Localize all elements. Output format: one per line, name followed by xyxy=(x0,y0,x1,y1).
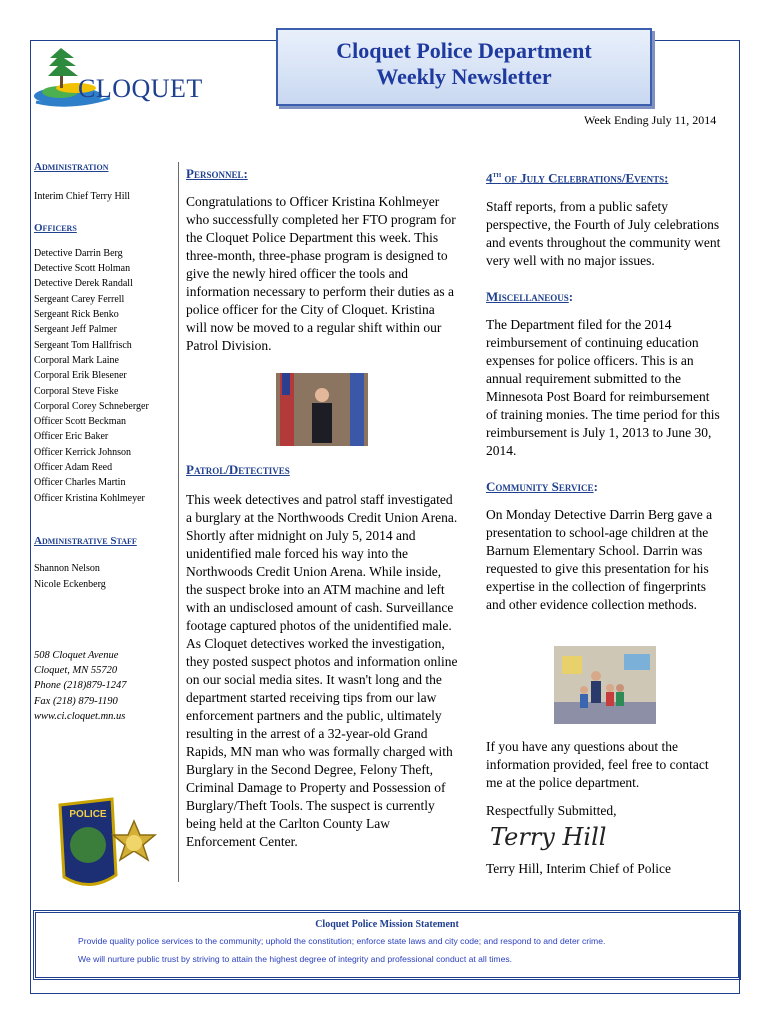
officer-item: Sergeant Carey Ferrell xyxy=(34,293,125,305)
officer-item: Sergeant Rick Benko xyxy=(34,309,119,321)
mission-line1: Provide quality police services to the community; uphold the constitution; enforce state laws and city code; and respond to and deter crime. xyxy=(78,936,606,946)
community-heading xyxy=(486,478,722,496)
july4-heading-text: of July Celebrations/Events: xyxy=(501,170,669,186)
misc-heading xyxy=(486,288,722,306)
community-heading-colon: : xyxy=(593,479,598,495)
officer-item: Officer Kristina Kohlmeyer xyxy=(34,492,145,504)
officer-item: Sergeant Jeff Palmer xyxy=(34,324,117,336)
closing-section xyxy=(486,738,722,820)
address-block xyxy=(34,648,174,724)
officer-item: Detective Darrin Berg xyxy=(34,247,123,259)
officer-item: Corporal Erik Blesener xyxy=(34,370,127,382)
officer-item: Detective Scott Holman xyxy=(34,263,131,275)
admin-staff-heading: Administrative Staff xyxy=(34,534,137,547)
address-line: Cloquet, MN 55720 xyxy=(34,665,118,677)
officer-item: Officer Charles Martin xyxy=(34,477,126,489)
sidebar-divider xyxy=(178,162,179,882)
officer-item: Sergeant Tom Hallfrisch xyxy=(34,339,132,351)
mission-statement-box xyxy=(33,910,741,980)
staff-item: Shannon Nelson xyxy=(34,563,100,575)
officer-item: Officer Eric Baker xyxy=(34,431,109,443)
staff-item: Nicole Eckenberg xyxy=(34,578,106,590)
staff-list xyxy=(34,561,174,592)
closing-questions: If you have any questions about the information provided, feel free to contact me at the police department. xyxy=(486,739,709,790)
phone-line: Phone (218)879-1247 xyxy=(34,680,127,692)
officer-item: Corporal Steve Fiske xyxy=(34,385,119,397)
officer-item: Detective Derek Randall xyxy=(34,278,133,290)
patrol-heading: Patrol/Detectives xyxy=(186,462,290,477)
badge-police-text: POLICE xyxy=(69,809,107,820)
community-body: On Monday Detective Darrin Berg gave a presentation to school-age children at the Barnum Elementary School. Darrin was requested to give this presentation for his expertise in the collection of fingerprints and other evidence collection methods. xyxy=(486,507,713,613)
officer-photo xyxy=(276,373,368,446)
officer-item: Corporal Mark Laine xyxy=(34,354,119,366)
misc-heading-colon: : xyxy=(568,289,574,305)
july4-heading-number: 4 xyxy=(486,170,493,186)
signature-image: Terry Hill xyxy=(490,823,607,851)
july4-body: Staff reports, from a public safety perspective, the Fourth of July celebrations and events throughout the community went very well with no major issues. xyxy=(486,199,721,269)
sidebar xyxy=(34,160,174,724)
officer-item: Officer Scott Beckman xyxy=(34,416,127,428)
address-line: 508 Cloquet Avenue xyxy=(34,649,119,661)
school-presentation-photo xyxy=(554,646,656,724)
misc-heading-text: Miscellaneous xyxy=(486,289,569,305)
administration-heading: Administration xyxy=(34,161,109,173)
logo-wordmark: CLOQUET xyxy=(78,74,203,103)
officer-item: Officer Adam Reed xyxy=(34,462,113,474)
middle-column xyxy=(186,165,458,355)
newsletter-title-line1: Cloquet Police Department xyxy=(336,38,592,63)
july4-heading xyxy=(486,165,722,187)
signer-line: Terry Hill, Interim Chief of Police xyxy=(486,861,672,876)
officer-item: Corporal Corey Schneberger xyxy=(34,400,149,412)
personnel-heading: Personnel: xyxy=(186,166,248,181)
officers-heading: Officers xyxy=(34,221,77,234)
misc-body: The Department filed for the 2014 reimbursement of continuing education expenses for police officers. This is an annual requirement submitted to the Minnesota Post Board for reimbursement of training monies. The time period for this reimbursement is July 1, 2013 to June 30, 2014. xyxy=(486,317,720,459)
patrol-section xyxy=(186,461,458,851)
admin-item: Interim Chief Terry Hill xyxy=(34,191,131,203)
newsletter-title-line2: Weekly Newsletter xyxy=(376,64,552,89)
closing-submitted: Respectfully Submitted, xyxy=(486,803,617,818)
officer-item: Officer Kerrick Johnson xyxy=(34,446,132,458)
july4-heading-sup: th xyxy=(492,169,502,179)
week-ending: Week Ending July 11, 2014 xyxy=(584,113,717,127)
community-heading-text: Community Service xyxy=(486,479,594,495)
fax-line: Fax (218) 879-1190 xyxy=(34,695,118,707)
mission-line2: We will nurture public trust by striving to attain the highest degree of integrity and professional conduct at all times. xyxy=(78,954,513,964)
officer-list xyxy=(34,246,174,506)
personnel-body: Congratulations to Officer Kristina Kohlmeyer who successfully completed her FTO program for the Cloquet Police Department this week. This three-month, three-phase program is designed to give the newly hired officer the tools and information necessary to perform their duties as a police officer for the City of Cloquet. Kristina will now be moved to a regular shift within our Patrol Division. xyxy=(186,194,456,353)
newsletter-title-box xyxy=(276,28,652,106)
mission-title: Cloquet Police Mission Statement xyxy=(315,919,459,930)
website-line[interactable]: www.ci.cloquet.mn.us xyxy=(34,711,126,723)
patrol-body: This week detectives and patrol staff investigated a burglary at the Northwoods Credit Union Arena. Shortly after midnight on July 5, 2014 and unidentified male forced his way into the Northwoods Credit Union Arena. While inside, the suspect broke into an ATM machine and left with an undisclosed amount of cash. Surveillance footage captured photos of the unidentified male. As Cloquet detectives worked the investigation, they posted suspect photos and information online on our social media sites. It wasn't long and the department started receiving tips from our law enforcement partners and the public, ultimately resulting in the arrest of a 32-year-old Grand Rapids, MN man who was formally charged with Burglary in the Second Degree, Felony Theft, Criminal Damage to Property and Possession of Burglary/Theft Tools. The suspect is currently being held at the Carlton County Law Enforcement Center. xyxy=(186,492,458,849)
right-column xyxy=(486,165,722,614)
police-badges-image xyxy=(56,795,160,890)
